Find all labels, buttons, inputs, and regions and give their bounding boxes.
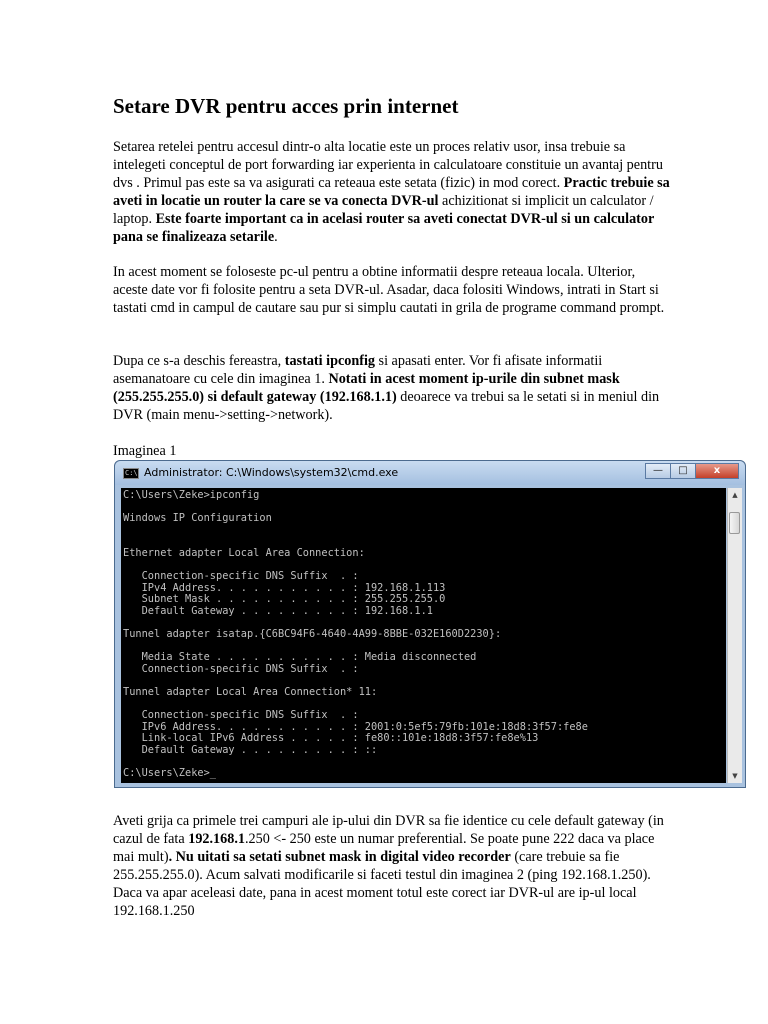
console-output-text: C:\Users\Zeke>ipconfig Windows IP Configuration Ethernet adapter Local Area Connection: Connection-specific DNS Suffix . : IPv4 Address. . . . . . . . . . . : 192.168.1.113 Subnet Mask . . . . . . . . . . . : 255.255.255.0 Default Gateway . . . . . . . . . : 192.168.1.1 Tunnel adapter isatap.{C6BC94F6-4640-4A99-8BBE-032E160D2230}: Media State . . . . . . . . . . . : Media disconnected Connection-specific DNS Suffix . : Tunnel adapter Local Area Connection* 11: Connection-specific DNS Suffix . : IPv6 Address. . . . . . . . . . . : 2001:0:5ef5:79fb:101e:18d8:3f57:fe8e Link-local IPv6 Address . . . . . : fe80::101e:18d8:3f57:fe8e%13 Default Gateway . . . . . . . . . : :: C:\Users\Zeke>_ — [123, 489, 588, 780]
scroll-thumb — [729, 512, 740, 534]
window-controls — [645, 463, 739, 479]
cmd-window-title: Administrator: C:\Windows\system32\cmd.exe — [144, 466, 399, 479]
console-scrollbar — [727, 488, 742, 783]
intro-text-3: . — [274, 229, 278, 245]
cmd-window-screenshot — [114, 460, 746, 788]
scroll-up-arrow-icon: ▲ — [732, 491, 738, 499]
paragraph-ipconfig — [113, 352, 673, 424]
ipconfig-text-2: si apasati enter. Vor fi afisate informatii asemanatoare cu cele din imaginea 1. — [113, 353, 603, 387]
paragraph-pc-info — [113, 263, 673, 317]
minimize-icon: — — [645, 463, 671, 479]
ipconfig-bold-1: tastati ipconfig — [284, 353, 375, 369]
console-output-area — [121, 488, 726, 783]
close-icon: x — [695, 463, 739, 479]
cmd-title-bar — [115, 461, 745, 485]
intro-text-1: Setarea retelei pentru accesul dintr-o alta locatie este un proces relativ usor, insa trebuie sa intelegeti conceptul de port forwarding iar experienta in calculatoare constituie un avantaj pentru dvs . Primul pas este sa va asigurati ca reteaua este setata (fizic) in mod corect. — [113, 139, 663, 191]
cmd-prompt-icon: C:\ — [125, 469, 138, 477]
dvr-ip-bold-2: . Nu uitati sa setati subnet mask in digital video recorder — [168, 849, 511, 865]
ipconfig-text-3: deoarece va trebui sa le setati si in meniul din DVR (main menu->setting->network). — [113, 389, 660, 423]
intro-bold-2: Este foarte important ca in acelasi router sa aveti conectat DVR-ul si un calculator pana se finalizeaza setarile — [113, 211, 655, 245]
paragraph-dvr-ip — [113, 812, 673, 920]
dvr-ip-text-3: (care trebuie sa fie 255.255.255.0). Acum salvati modificarile si faceti testul din imaginea 2 (ping 192.168.1.250). Daca va apar aceleasi date, pana in acest moment totul este corect iar DVR-ul are ip-ul local 192.168.1.250 — [113, 849, 651, 919]
paragraph-intro — [113, 138, 673, 246]
image-caption: Imaginea 1 — [113, 443, 177, 459]
pc-info-text: In acest moment se foloseste pc-ul pentru a obtine informatii despre reteaua locala. Ulterior, aceste date vor fi folosite pentru a seta DVR-ul. Asadar, daca folositi Windows, intrati in Start si tastati cmd in campul de cautare sau pur si simplu cautati in grila de programe command prompt. — [113, 264, 665, 316]
intro-bold-1: Practic trebuie sa aveti in locatie un router la care se va conecta DVR-ul — [113, 175, 670, 209]
intro-text-2: achizitionat si implicit un calculator / laptop. — [113, 193, 654, 227]
ipconfig-text-1: Dupa ce s-a deschis fereastra, — [113, 353, 285, 369]
dvr-ip-text-1: Aveti grija ca primele trei campuri ale ip-ului din DVR sa fie identice cu cele default gateway (in cazul de fata — [113, 813, 664, 847]
maximize-icon: □ — [670, 463, 696, 479]
scroll-down-arrow-icon: ▼ — [732, 772, 738, 780]
ipconfig-bold-2: Notati in acest moment ip-urile din subnet mask (255.255.255.0) si default gateway (192.168.1.1) — [113, 371, 620, 405]
dvr-ip-bold-1: 192.168.1 — [188, 831, 245, 847]
dvr-ip-text-2: .250 <- 250 este un numar preferential. Se poate pune 222 daca va place mai mult) — [113, 831, 655, 865]
page-title: Setare DVR pentru acces prin internet — [113, 94, 459, 118]
